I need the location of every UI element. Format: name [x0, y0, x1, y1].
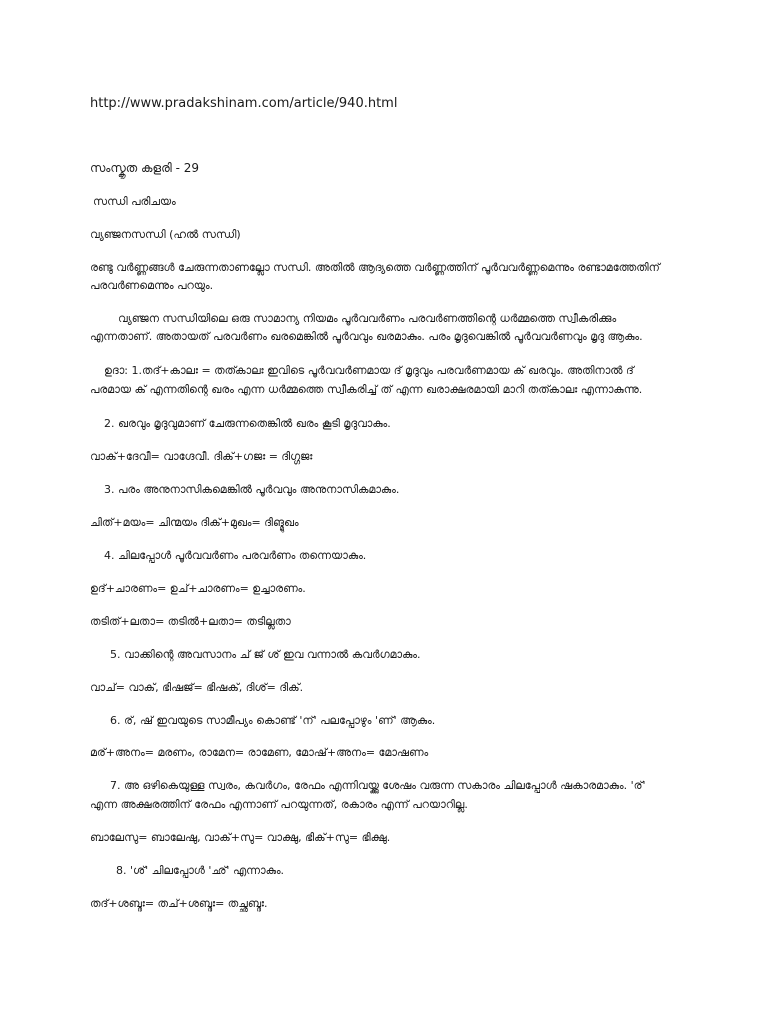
- rule4-example-2: തടിത്+ലതാ= തടിൽ+ലതാ= തടില്ലതാ: [90, 615, 291, 628]
- source-url[interactable]: http://www.pradakshinam.com/article/940.html: [90, 96, 398, 111]
- section-title: വ്യഞ്ജനസന്ധി (ഹൽ സന്ധി): [90, 228, 241, 241]
- rule7-line-2: എന്ന അക്ഷരത്തിന് രേഫം എന്നാണ് പറയുന്നത്, രകാരം എന്ന് പറയാറില്ല.: [90, 798, 468, 811]
- rule1-line-1: ഉദാ: 1.തദ്+കാലഃ = തത്കാലഃ ഇവിടെ പൂർവവർണമായ ദ് മൃദുവും പരവർണമായ ക് ഖരവും. അതിനാൽ ദ്: [104, 364, 634, 377]
- rule5: 5. വാക്കിന്റെ അവസാനം ച് ജ് ശ് ഇവ വന്നാൽ കവർഗമാകും.: [110, 648, 421, 661]
- rule6-example: മര്+അനം= മരണം, രാമേന= രാമേണ, മോഷ്+അനം= മോഷണം: [90, 746, 429, 759]
- rule8: 8. 'ശ്' ചിലപ്പോൾ 'ഛ്' എന്നാകും.: [116, 864, 285, 877]
- rule3: 3. പരം അനുനാസികമെങ്കിൽ പൂർവവും അനുനാസികമാകും.: [104, 483, 400, 496]
- rule8-example: തദ്+ശബ്ദഃ= തച്+ശബ്ദഃ= തച്ഛബ്ദഃ.: [90, 897, 268, 910]
- rule4-example-1: ഉദ്+ചാരണം= ഉച്+ചാരണം= ഉച്ചാരണം.: [90, 582, 306, 595]
- rule7-example: ബാലേസു= ബാലേഷു, വാക്+സു= വാക്ഷു, ഭിക്+സു= ഭിക്ഷു.: [90, 831, 391, 844]
- intro-line-2: പരവർണമെന്നും പറയും.: [90, 279, 214, 292]
- rule3-example: ചിത്+മയം= ചിന്മയം ദിക്+മുഖം= ദിങ്മുഖം: [90, 516, 299, 529]
- series-title: സംസ്കൃത കളരി - 29: [90, 161, 200, 175]
- rule5-example: വാച്= വാക്, ഭിഷജ്= ഭിഷക്, ദിശ്= ദിക്.: [90, 681, 304, 694]
- rule4: 4. ചിലപ്പോൾ പൂർവവർണം പരവർണം തന്നെയാകും.: [104, 549, 367, 562]
- rule2: 2. ഖരവും മൃദുവുമാണ് ചേരുന്നതെങ്കിൽ ഖരം കൂടി മൃദുവാകും.: [104, 417, 391, 430]
- general-rule-line-1: വ്യഞ്ജന സന്ധിയിലെ ഒരു സാമാന്യ നിയമം പൂർവവർണം പരവർണത്തിന്റെ ധർമ്മത്തെ സ്വീകരിക്കും: [118, 312, 617, 325]
- rule2-example: വാക്+ദേവീ= വാഗ്ദേവീ. ദിക്+ഗജഃ = ദിഗ്ഗജഃ: [90, 450, 313, 463]
- rule6: 6. ര്, ഷ് ഇവയുടെ സാമീപ്യം കൊണ്ട് 'ന്' പലപ്പോഴും 'ണ്' ആകും.: [110, 714, 436, 727]
- rule7-line-1: 7. അ ഒഴികെയുള്ള സ്വരം, കവർഗം, രേഫം എന്നിവയ്ക്കു ശേഷം വരുന്ന സകാരം ചിലപ്പോൾ ഷകാരമാകും. 'ര്': [110, 779, 646, 792]
- intro-line-1: രണ്ടു വർണ്ണങ്ങൾ ചേരുന്നതാണല്ലോ സന്ധി. അതിൽ ആദ്യത്തെ വർണ്ണത്തിന് പൂർവവർണ്ണമെന്നും രണ്ടാമത്തേതിന്: [90, 261, 660, 274]
- subtitle: സന്ധി പരിചയം: [93, 195, 176, 208]
- rule1-line-2: പരമായ ക് എന്നതിന്റെ ഖരം എന്ന ധർമ്മത്തെ സ്വീകരിച്ച് ത് എന്ന ഖരാക്ഷരമായി മാറി തത്കാലഃ എന്നാകുന്നു.: [90, 383, 643, 396]
- general-rule-line-2: എന്നതാണ്. അതായത് പരവർണം ഖരമെങ്കിൽ പൂർവവും ഖരമാകും. പരം മൃദുവെങ്കിൽ പൂർവവർണവും മൃദു ആകും.: [90, 330, 643, 343]
